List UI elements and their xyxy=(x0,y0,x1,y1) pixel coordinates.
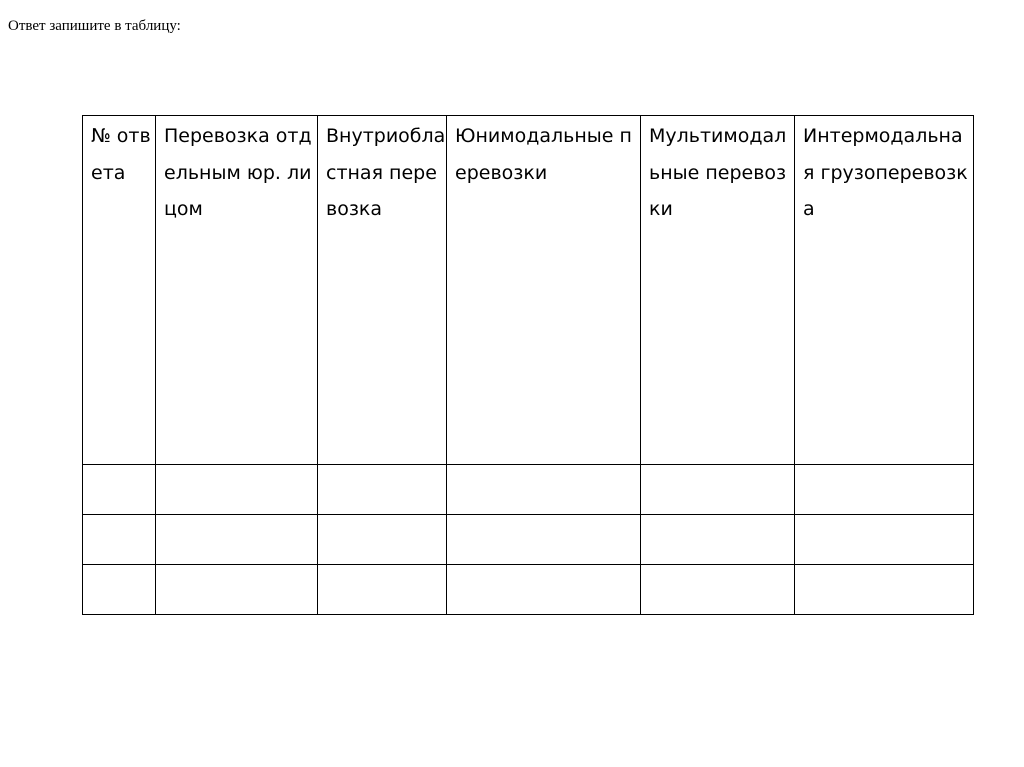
header-unimodal: Юнимодальные перевозки xyxy=(447,116,641,465)
table-cell[interactable] xyxy=(318,515,447,565)
table-header-row xyxy=(83,116,974,465)
table-cell[interactable] xyxy=(83,515,156,565)
table-cell[interactable] xyxy=(83,565,156,615)
table-cell[interactable] xyxy=(641,565,795,615)
table-cell[interactable] xyxy=(156,465,318,515)
table-cell[interactable] xyxy=(156,515,318,565)
table-cell[interactable] xyxy=(83,465,156,515)
answer-table xyxy=(82,115,974,615)
table-cell[interactable] xyxy=(447,515,641,565)
table-row xyxy=(83,565,974,615)
table-cell[interactable] xyxy=(795,565,974,615)
table-cell[interactable] xyxy=(795,465,974,515)
header-separate-legal-entity: Перевозка отдельным юр. лицом xyxy=(156,116,318,465)
table-cell[interactable] xyxy=(641,465,795,515)
table-cell[interactable] xyxy=(318,465,447,515)
table-cell[interactable] xyxy=(318,565,447,615)
header-intraregional: Внутриобластная перевозка xyxy=(318,116,447,465)
header-multimodal: Мультимодальные перевозки xyxy=(641,116,795,465)
table-row xyxy=(83,515,974,565)
table-row xyxy=(83,465,974,515)
header-intermodal: Интермодальная грузоперевозка xyxy=(795,116,974,465)
instruction-text: Ответ запишите в таблицу: xyxy=(8,18,181,34)
table-cell[interactable] xyxy=(795,515,974,565)
table-cell[interactable] xyxy=(156,565,318,615)
table-cell[interactable] xyxy=(641,515,795,565)
table-cell[interactable] xyxy=(447,565,641,615)
header-answer-number: № ответа xyxy=(83,116,156,465)
table-cell[interactable] xyxy=(447,465,641,515)
